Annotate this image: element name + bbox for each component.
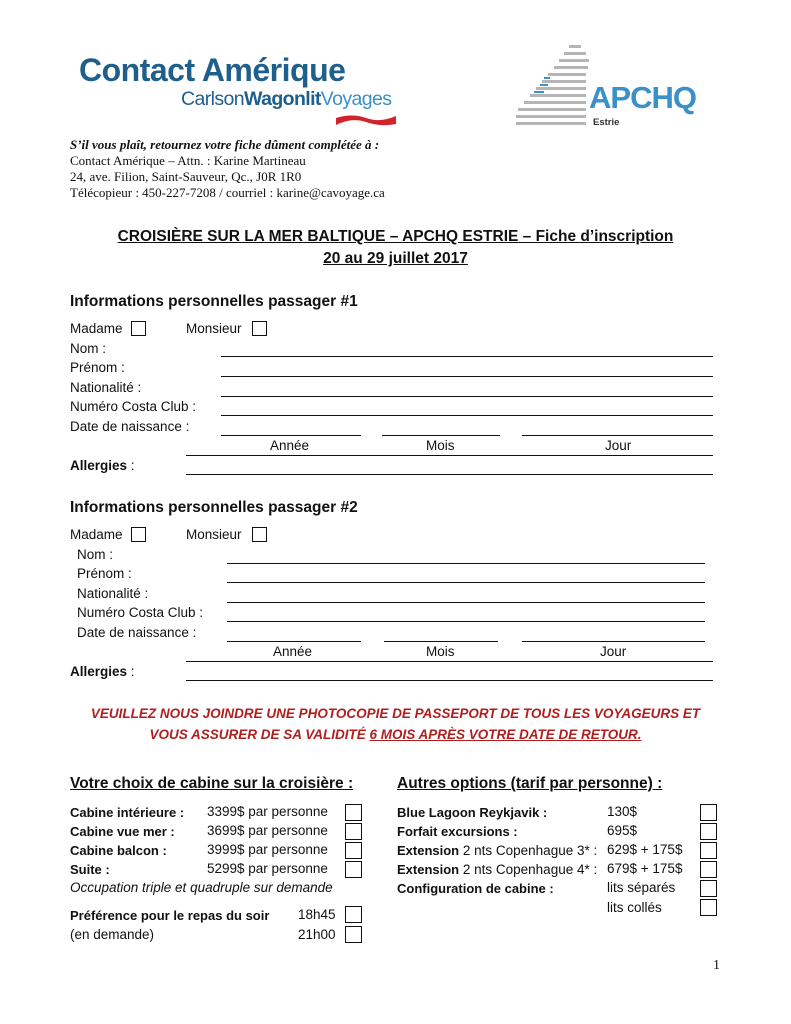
excursions-checkbox[interactable] — [700, 823, 717, 840]
option-price: 679$ + 175$ — [607, 861, 683, 876]
birth-year-field[interactable] — [221, 435, 361, 436]
nom-field[interactable] — [221, 356, 713, 357]
madame-checkbox[interactable] — [131, 321, 146, 336]
nom-field[interactable] — [227, 563, 705, 564]
cabin-label: Cabine balcon : — [70, 843, 167, 858]
option-extra: 2 nts Copenhague 4* : — [459, 862, 598, 877]
meal-1845-checkbox[interactable] — [345, 906, 362, 923]
allergies-text: Allergies — [70, 664, 128, 679]
costa-club-field[interactable] — [227, 621, 705, 622]
passport-notice-line-1: VEUILLEZ NOUS JOINDRE UNE PHOTOCOPIE DE PASSEPORT DE TOUS LES VOYAGEURS ET — [90, 706, 701, 721]
logo-voyages: Voyages — [320, 88, 392, 110]
cabin-price: 3699$ par personne — [207, 823, 328, 838]
mois-label: Mois — [426, 438, 455, 453]
birth-day-field[interactable] — [522, 435, 713, 436]
allergies-label — [70, 664, 135, 679]
jour-label: Jour — [605, 438, 632, 453]
birth-year-field[interactable] — [227, 641, 361, 642]
passport-notice-emphasis: 6 MOIS APRÈS VOTRE DATE DE RETOUR. — [369, 727, 642, 742]
options-heading: Autres options (tarif par personne) : — [397, 775, 663, 792]
cabin-label: Cabine intérieure : — [70, 805, 185, 820]
nom-label: Nom : — [70, 341, 107, 356]
naissance-label: Date de naissance : — [77, 625, 197, 640]
logo-subtitle — [181, 88, 391, 111]
allergies-colon: : — [130, 458, 135, 473]
monsieur-checkbox[interactable] — [252, 527, 267, 542]
meal-2100-checkbox[interactable] — [345, 926, 362, 943]
option-label: Extension — [397, 862, 460, 877]
costa-club-label: Numéro Costa Club : — [77, 605, 204, 620]
allergies-text: Allergies — [70, 458, 128, 473]
passenger-1-heading: Informations personnelles passager #1 — [70, 293, 358, 310]
blue-lagoon-checkbox[interactable] — [700, 804, 717, 821]
form-title: CROISIÈRE SUR LA MER BALTIQUE – APCHQ ESTRIE – Fiche d’inscription — [117, 228, 674, 245]
prenom-field[interactable] — [221, 376, 713, 377]
passenger-2-heading: Informations personnelles passager #2 — [70, 499, 358, 516]
option-label-extension-4 — [397, 862, 597, 877]
prenom-field[interactable] — [227, 582, 705, 583]
nationalite-label: Nationalité : — [77, 586, 149, 601]
meal-label: Préférence pour le repas du soir — [70, 908, 270, 923]
extension-4-star-checkbox[interactable] — [700, 861, 717, 878]
option-label-extension-3 — [397, 843, 597, 858]
cabin-price: 3399$ par personne — [207, 804, 328, 819]
option-label: Forfait excursions : — [397, 824, 518, 839]
prenom-label: Prénom : — [77, 566, 132, 581]
costa-club-field[interactable] — [221, 415, 713, 416]
cabin-suite-checkbox[interactable] — [345, 861, 362, 878]
madame-label: Madame — [70, 527, 123, 542]
apchq-wordmark: APCHQ — [589, 80, 696, 115]
costa-club-label: Numéro Costa Club : — [70, 399, 197, 414]
logo-wagonlit: Wagonlit — [244, 88, 321, 110]
return-line-2: 24, ave. Filion, Saint-Sauveur, Qc., J0R 1R0 — [70, 169, 302, 184]
lits-separes-checkbox[interactable] — [700, 880, 717, 897]
cabin-vue-mer-checkbox[interactable] — [345, 823, 362, 840]
cabin-price: 5299$ par personne — [207, 861, 328, 876]
option-extra: 2 nts Copenhague 3* : — [459, 843, 598, 858]
page-number: 1 — [713, 958, 720, 973]
meal-time-1: 18h45 — [298, 907, 336, 922]
option-label: Extension — [397, 843, 460, 858]
option-extra-choice: lits collés — [607, 900, 662, 915]
occupation-note: Occupation triple et quadruple sur demande — [70, 880, 333, 895]
madame-label: Madame — [70, 321, 123, 336]
allergies-field-line-2 — [186, 680, 713, 681]
birth-month-field[interactable] — [382, 435, 500, 436]
annee-label: Année — [270, 438, 310, 453]
apchq-roof-icon — [514, 42, 594, 132]
meal-time-2: 21h00 — [298, 927, 336, 942]
option-price: 130$ — [607, 804, 638, 819]
return-line-3: Télécopieur : 450-227-7208 / courriel : karine@cavoyage.ca — [70, 185, 385, 200]
cabin-label: Cabine vue mer : — [70, 824, 175, 839]
birth-month-field[interactable] — [384, 641, 498, 642]
option-price: 629$ + 175$ — [607, 842, 683, 857]
monsieur-checkbox[interactable] — [252, 321, 267, 336]
form-dates: 20 au 29 juillet 2017 — [323, 250, 468, 267]
cabin-label: Suite : — [70, 862, 110, 877]
allergies-label — [70, 458, 135, 473]
logo-red-stripe-icon — [334, 112, 398, 128]
extension-3-star-checkbox[interactable] — [700, 842, 717, 859]
cabin-interieure-checkbox[interactable] — [345, 804, 362, 821]
return-line-1: Contact Amérique – Attn. : Karine Martineau — [70, 153, 306, 168]
lits-colles-checkbox[interactable] — [700, 899, 717, 916]
passport-notice-text: VOUS ASSURER DE SA VALIDITÉ — [149, 727, 370, 742]
logo-title: Contact Amérique — [79, 52, 346, 88]
option-price: 695$ — [607, 823, 638, 838]
option-price: lits séparés — [607, 880, 676, 895]
option-label: Blue Lagoon Reykjavik : — [397, 805, 548, 820]
option-label: Configuration de cabine : — [397, 881, 554, 896]
nationalite-label: Nationalité : — [70, 380, 142, 395]
mois-label: Mois — [426, 644, 455, 659]
nom-label: Nom : — [77, 547, 114, 562]
nationalite-field[interactable] — [221, 396, 713, 397]
allergies-field[interactable] — [186, 661, 713, 662]
allergies-field-line-2 — [186, 474, 713, 475]
cabin-heading: Votre choix de cabine sur la croisière : — [70, 775, 354, 792]
passport-notice-line-2 — [0, 727, 791, 742]
madame-checkbox[interactable] — [131, 527, 146, 542]
annee-label: Année — [273, 644, 313, 659]
cabin-balcon-checkbox[interactable] — [345, 842, 362, 859]
logo-carlson: Carlson — [181, 88, 244, 110]
meal-sublabel: (en demande) — [70, 927, 155, 942]
nationalite-field[interactable] — [227, 602, 705, 603]
monsieur-label: Monsieur — [186, 321, 242, 336]
cabin-price: 3999$ par personne — [207, 842, 328, 857]
apchq-estrie: Estrie — [593, 117, 620, 128]
prenom-label: Prénom : — [70, 360, 125, 375]
allergies-colon: : — [130, 664, 135, 679]
return-heading: S’il vous plaît, retournez votre fiche dûment complétée à : — [70, 137, 380, 152]
birth-day-field[interactable] — [522, 641, 705, 642]
allergies-field[interactable] — [186, 455, 713, 456]
jour-label: Jour — [600, 644, 627, 659]
naissance-label: Date de naissance : — [70, 419, 190, 434]
monsieur-label: Monsieur — [186, 527, 242, 542]
